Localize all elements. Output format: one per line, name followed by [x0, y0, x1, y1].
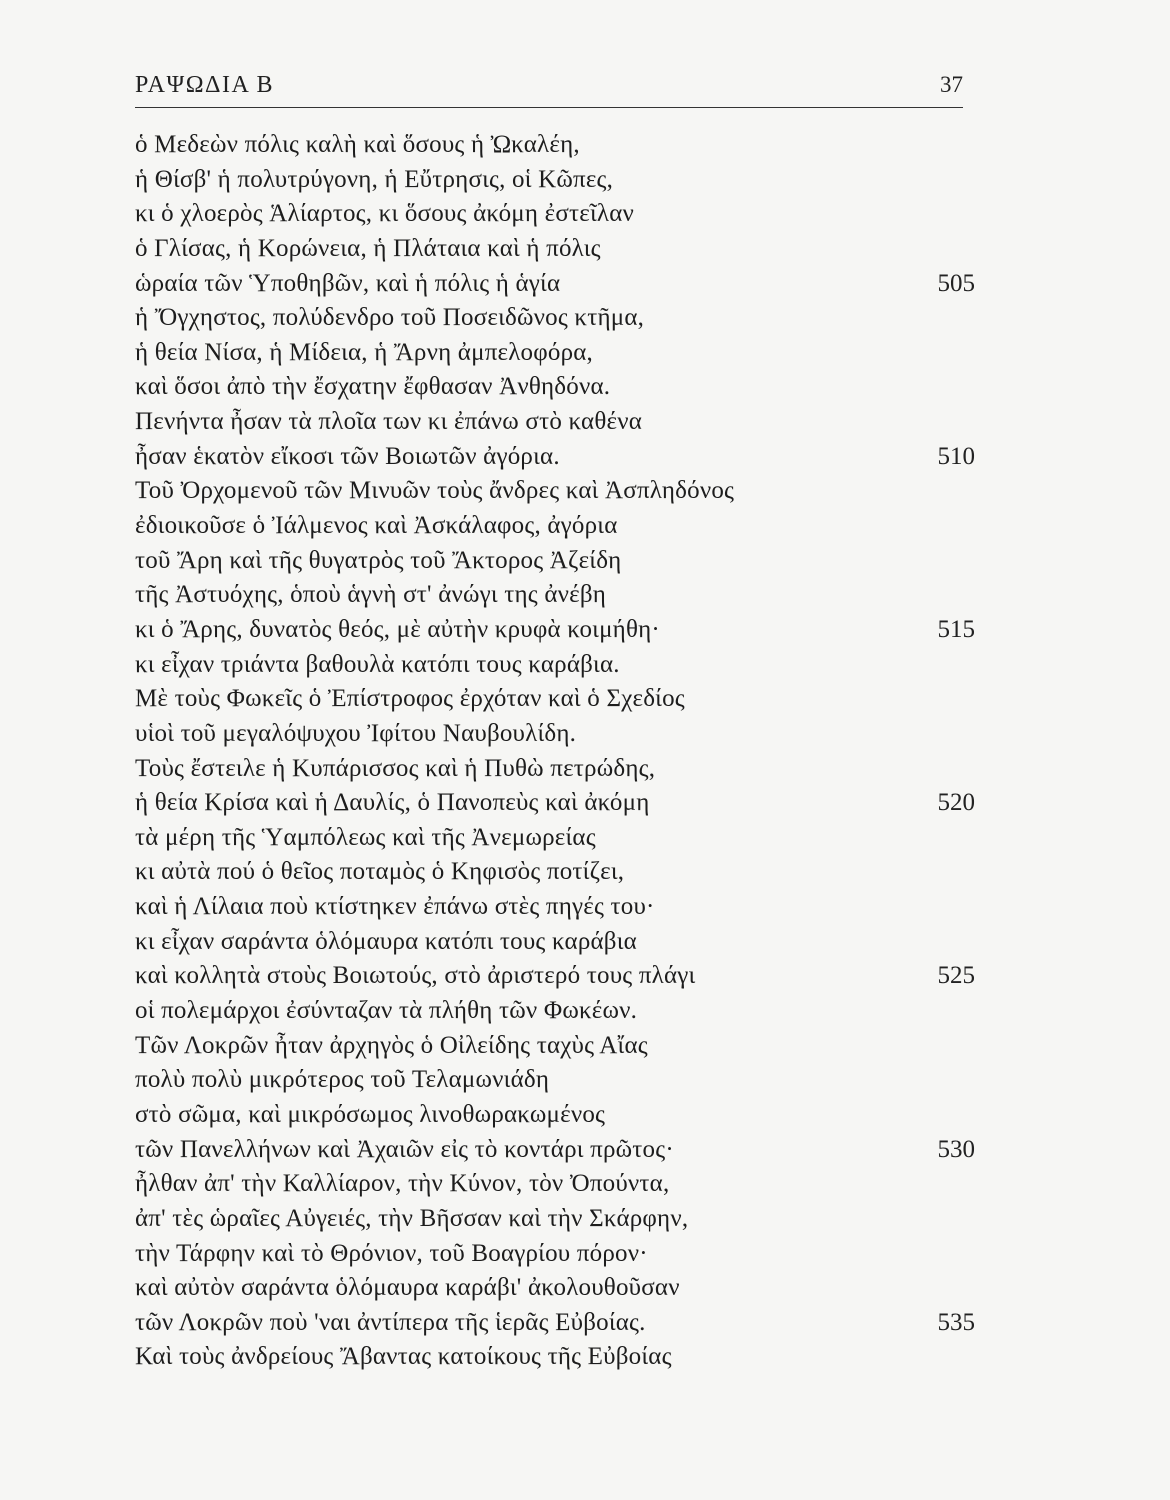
- verse-line: [135, 890, 975, 925]
- verse-line: [135, 613, 975, 648]
- verse-text: ὡραία τῶν Ὑποθηβῶν, καὶ ἡ πόλις ἡ ἁγία: [135, 269, 561, 297]
- verse-line: [135, 128, 975, 163]
- verse-line: [135, 509, 975, 544]
- verse-line: [135, 1063, 975, 1098]
- verse-text: Τοὺς ἔστειλε ἡ Κυπάρισσος καὶ ἡ Πυθὼ πετρώδης,: [135, 754, 656, 782]
- verse-line: [135, 786, 975, 821]
- verse-line: [135, 1167, 975, 1202]
- verse-text: τὰ μέρη τῆς Ὑαμπόλεως καὶ τῆς Ἀνεμωρείας: [135, 823, 596, 851]
- verse-text: ἡ θεία Κρίσα καὶ ἡ Δαυλίς, ὁ Πανοπεὺς καὶ ἀκόμη: [135, 789, 650, 817]
- verse-line: [135, 474, 975, 509]
- verse-text: κι εἶχαν σαράντα ὁλόμαυρα κατόπι τους καράβια: [135, 927, 637, 955]
- line-number: 535: [937, 1308, 975, 1336]
- verse-text: κι ὁ Ἄρης, δυνατὸς θεός, μὲ αὐτὴν κρυφὰ κοιμήθη·: [135, 615, 660, 643]
- running-head: [135, 72, 963, 102]
- verse-line: [135, 959, 975, 994]
- verse-line: [135, 1306, 975, 1341]
- verse-text: ἦλθαν ἀπ' τὴν Καλλίαρον, τὴν Κύνον, τὸν Ὀπούντα,: [135, 1170, 670, 1198]
- verse-line: [135, 578, 975, 613]
- verse-line: [135, 405, 975, 440]
- verse-text: Καὶ τοὺς ἀνδρείους Ἄβαντας κατοίκους τῆς Εὐβοίας: [135, 1343, 672, 1371]
- verse-text: Μὲ τοὺς Φωκεῖς ὁ Ἐπίστροφος ἐρχόταν καὶ ὁ Σχεδίος: [135, 685, 685, 713]
- verse-text: στὸ σῶμα, καὶ μικρόσωμος λινοθωρακωμένος: [135, 1100, 606, 1128]
- verse-line: [135, 544, 975, 579]
- verse-line: [135, 1202, 975, 1237]
- verse-text: τὴν Τάρφην καὶ τὸ Θρόνιον, τοῦ Βοαγρίου πόρον·: [135, 1239, 648, 1267]
- verse-text: τῆς Ἀστυόχης, ὁποὺ ἁγνὴ στ' ἀνώγι της ἀνέβη: [135, 581, 607, 609]
- verse-line: [135, 752, 975, 787]
- verse-text: τῶν Λοκρῶν ποὺ 'ναι ἀντίπερα τῆς ἱερᾶς Εὐβοίας.: [135, 1308, 646, 1336]
- verse-text: πολὺ πολὺ μικρότερος τοῦ Τελαμωνιάδη: [135, 1066, 550, 1094]
- verse-text: ἀπ' τὲς ὡραῖες Αὐγειές, τὴν Βῆσσαν καὶ τὴν Σκάρφην,: [135, 1204, 689, 1232]
- verse-line: [135, 1133, 975, 1168]
- line-number: 525: [937, 962, 975, 990]
- verse-text: ὁ Γλίσας, ἡ Κορώνεια, ἡ Πλάταια καὶ ἡ πόλις: [135, 234, 601, 262]
- verse-text: καὶ αὐτὸν σαράντα ὁλόμαυρα καράβι' ἀκολουθοῦσαν: [135, 1274, 680, 1302]
- verse-text: καὶ ὅσοι ἀπὸ τὴν ἔσχατην ἔφθασαν Ἀνθηδόνα.: [135, 373, 611, 401]
- verse-line: [135, 994, 975, 1029]
- verse-line: [135, 1340, 975, 1375]
- line-number: 520: [937, 789, 975, 817]
- line-number: 510: [937, 442, 975, 470]
- page-number: 37: [940, 72, 963, 97]
- verse-line: [135, 1237, 975, 1272]
- verse-text: κι ὁ χλοερὸς Ἁλίαρτος, κι ὅσους ἀκόμη ἐστεῖλαν: [135, 200, 635, 228]
- verse-text: ἡ Ὄγχηστος, πολύδενδρο τοῦ Ποσειδῶνος κτῆμα,: [135, 304, 645, 332]
- verse-text: τοῦ Ἄρη καὶ τῆς θυγατρὸς τοῦ Ἄκτορος Ἀζείδη: [135, 546, 622, 574]
- verse-text: κι εἶχαν τριάντα βαθουλὰ κατόπι τους καράβια.: [135, 650, 620, 678]
- line-number: 530: [937, 1135, 975, 1163]
- verse-text: καὶ ἡ Λίλαια ποὺ κτίστηκεν ἐπάνω στὲς πηγές του·: [135, 893, 655, 921]
- verse-line: [135, 197, 975, 232]
- verse-text: κι αὐτὰ πού ὁ θεῖος ποταμὸς ὁ Κηφισὸς ποτίζει,: [135, 858, 625, 886]
- verse-text: ἡ Θίσβ' ἡ πολυτρύγονη, ἡ Εὔτρησις, οἱ Κῶπες,: [135, 165, 614, 193]
- verse-line: [135, 370, 975, 405]
- verse-text: τῶν Πανελλήνων καὶ Ἀχαιῶν εἰς τὸ κοντάρι πρῶτος·: [135, 1135, 674, 1163]
- verse-line: [135, 301, 975, 336]
- verse-line: [135, 821, 975, 856]
- chapter-title: ΡΑΨΩΔΙΑ Β: [135, 72, 274, 98]
- verse-line: [135, 1029, 975, 1064]
- verse-text: ἐδιοικοῦσε ὁ Ἰάλμενος καὶ Ἀσκάλαφος, ἀγόρια: [135, 512, 618, 540]
- verse-text: καὶ κολλητὰ στοὺς Βοιωτούς, στὸ ἀριστερό τους πλάγι: [135, 962, 696, 990]
- verse-line: [135, 1271, 975, 1306]
- header-rule: [135, 107, 963, 108]
- verse-line: [135, 717, 975, 752]
- verse-line: [135, 440, 975, 475]
- verse-text: Τοῦ Ὀρχομενοῦ τῶν Μινυῶν τοὺς ἄνδρες καὶ Ἀσπληδόνος: [135, 477, 735, 505]
- verse-text: Πενήντα ἦσαν τὰ πλοῖα των κι ἐπάνω στὸ καθένα: [135, 408, 643, 436]
- verse-line: [135, 163, 975, 198]
- verse-line: [135, 682, 975, 717]
- verse-line: [135, 267, 975, 302]
- line-number: 515: [937, 615, 975, 643]
- verse-line: [135, 648, 975, 683]
- verse-text: ὁ Μεδεὼν πόλις καλὴ καὶ ὅσους ἡ Ὠκαλέη,: [135, 131, 580, 158]
- verse-block: [135, 128, 975, 1375]
- line-number: 505: [937, 269, 975, 297]
- verse-text: Τῶν Λοκρῶν ἦταν ἀρχηγὸς ὁ Οἰλείδης ταχὺς Αἴας: [135, 1031, 648, 1059]
- verse-line: [135, 232, 975, 267]
- verse-text: υἱοὶ τοῦ μεγαλόψυχου Ἰφίτου Ναυβουλίδη.: [135, 719, 577, 747]
- verse-line: [135, 336, 975, 371]
- verse-text: ἡ θεία Νίσα, ἡ Μίδεια, ἡ Ἄρνη ἀμπελοφόρα,: [135, 338, 594, 366]
- verse-text: οἱ πολεμάρχοι ἐσύνταζαν τὰ πλήθη τῶν Φωκέων.: [135, 997, 638, 1025]
- verse-line: [135, 855, 975, 890]
- verse-line: [135, 1098, 975, 1133]
- verse-text: ἦσαν ἑκατὸν εἴκοσι τῶν Βοιωτῶν ἀγόρια.: [135, 442, 560, 470]
- verse-line: [135, 925, 975, 960]
